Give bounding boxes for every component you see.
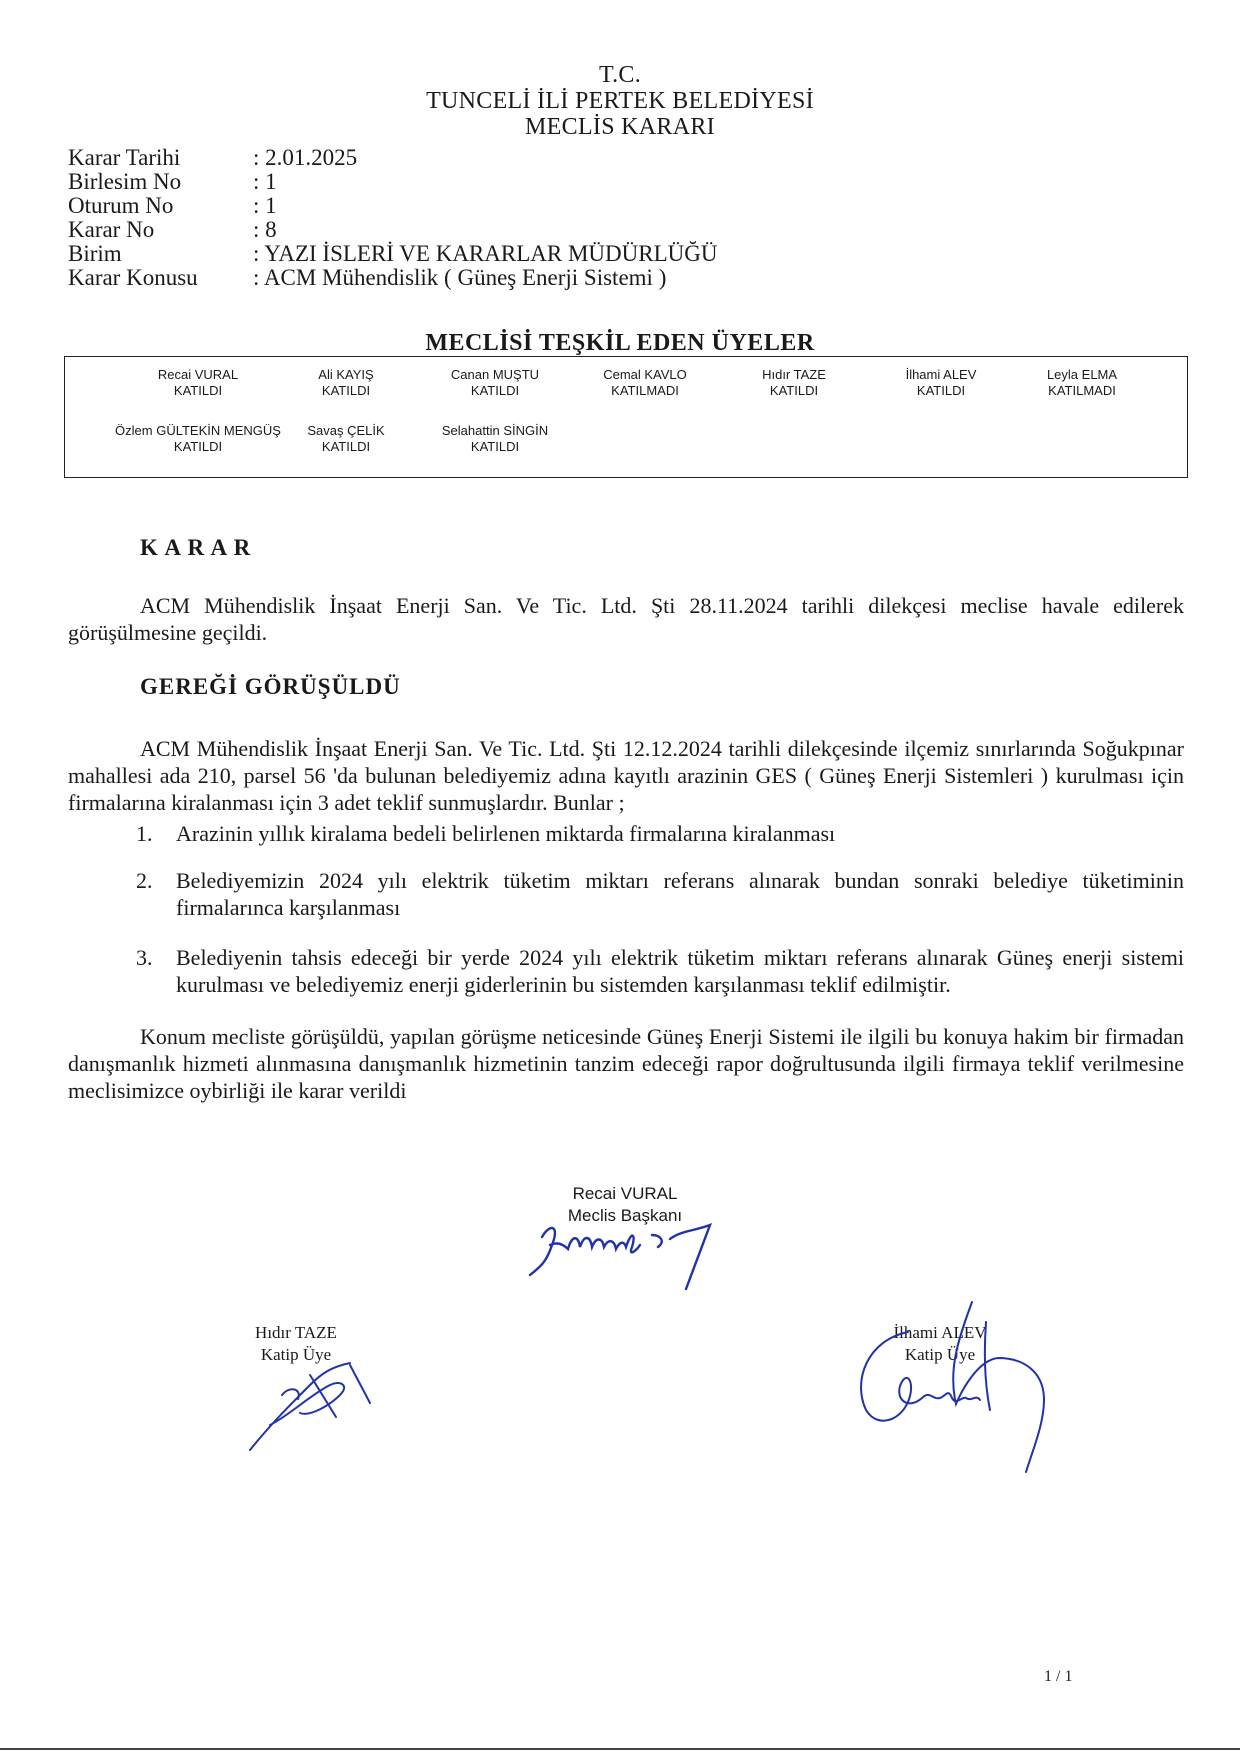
meta-value: : 2.01.2025 <box>253 145 358 170</box>
meta-row-session <box>68 170 717 194</box>
member-status: KATILDI <box>321 439 371 454</box>
conclusion-paragraph: Konum mecliste görüşüldü, yapılan görüşme neticesinde Güneş Enerji Sistemi ile ilgili bu konuya hakim bir firmadan danışmanlık hizmeti alınmasına danışmanlık hizmetinin tanzim edeceği rapor doğrultusunda ilgili firmaya teklif verilmesine meclisimizce oybirliği ile karar verildi <box>68 1024 1184 1103</box>
bottom-border <box>0 1748 1240 1750</box>
meta-value: : 8 <box>253 217 277 242</box>
list-text: Belediyemizin 2024 yılı elektrik tüketim miktarı referans alınarak bundan sonraki belediye tüketiminin firmalarınca karşılanması <box>176 868 1184 920</box>
member-cell <box>570 367 720 399</box>
member-name: İlhami ALEV <box>905 367 977 382</box>
meta-value: : YAZI İSLERİ VE KARARLAR MÜDÜRLÜĞÜ <box>253 241 718 266</box>
karar-heading: K A R A R <box>140 535 252 560</box>
member-status: KATILDI <box>321 383 371 398</box>
list-item <box>136 944 1184 998</box>
header-decision-type: MECLİS KARARI <box>525 114 715 140</box>
list-number: 3. <box>136 945 153 970</box>
document-header <box>0 62 1240 140</box>
member-name: Savaş ÇELİK <box>307 423 385 438</box>
clerk1-signature <box>240 1355 380 1455</box>
list-text: Belediyenin tahsis edeceği bir yerde 2024 yılı elektrik tüketim miktarı referans alınarak Güneş enerji sistemi kurulması ve belediyemiz enerji giderlerinin bu sistemden karşılanması teklif edilmiştir. <box>176 945 1184 997</box>
page-number: 1 / 1 <box>1044 1668 1073 1685</box>
member-cell <box>719 367 869 399</box>
signatory-role: Katip Üye <box>904 1345 976 1364</box>
meta-value: : 1 <box>253 193 277 218</box>
geregi-paragraph: ACM Mühendislik İnşaat Enerji San. Ve Tic. Ltd. Şti 12.12.2024 tarihli dilekçesinde ilçemiz sınırlarında Soğukpınar mahallesi ada 210, parsel 56 'da bulunan belediyemiz adına kayıtlı arazinin GES ( Güneş Enerji Sistemleri ) kurulması için firmalarına kiralanması için 3 adet teklif sunmuşlardır. Bunlar ; <box>68 736 1184 815</box>
meta-row-date <box>68 146 717 170</box>
meta-row-decision-no <box>68 218 717 242</box>
member-cell <box>271 423 421 455</box>
member-cell <box>1007 367 1157 399</box>
signatory-name: İlhami ALEV <box>893 1323 987 1342</box>
meta-label: Oturum No <box>68 193 174 218</box>
meta-row-sitting <box>68 194 717 218</box>
meta-label: Karar No <box>68 217 155 242</box>
meta-row-subject <box>68 266 717 290</box>
list-item <box>136 820 1184 847</box>
member-name: Leyla ELMA <box>1046 367 1118 382</box>
signatory-role: Meclis Başkanı <box>567 1206 683 1225</box>
signatory-role: Katip Üye <box>260 1345 332 1364</box>
list-number: 2. <box>136 868 153 893</box>
decision-metadata <box>68 146 717 290</box>
member-status: KATILDI <box>916 383 966 398</box>
member-cell <box>420 423 570 455</box>
meta-value: : 1 <box>253 169 277 194</box>
member-status: KATILDI <box>173 439 223 454</box>
member-status: KATILDI <box>470 383 520 398</box>
member-name: Özlem GÜLTEKİN MENGÜŞ <box>115 423 281 438</box>
karar-paragraph: ACM Mühendislik İnşaat Enerji San. Ve Tic. Ltd. Şti 28.11.2024 tarihli dilekçesi meclise havale edilerek görüşülmesine geçildi. <box>68 593 1184 645</box>
meta-label: Birlesim No <box>68 169 182 194</box>
list-item <box>136 867 1184 921</box>
member-status: KATILMADI <box>1048 383 1116 398</box>
header-municipality: TUNCELİ İLİ PERTEK BELEDİYESİ <box>426 88 814 114</box>
member-name: Selahattin SİNGİN <box>441 423 549 438</box>
geregi-heading: GEREĞİ GÖRÜŞÜLDÜ <box>140 674 401 699</box>
members-table <box>64 356 1188 478</box>
members-title: MECLİSİ TEŞKİL EDEN ÜYELER <box>425 330 815 356</box>
president-signature <box>520 1205 800 1295</box>
list-number: 1. <box>136 821 153 846</box>
meta-label: Karar Konusu <box>68 265 198 290</box>
member-name: Canan MUŞTU <box>450 367 540 382</box>
header-tc: T.C. <box>598 62 642 88</box>
member-cell <box>420 367 570 399</box>
meta-value: : ACM Mühendislik ( Güneş Enerji Sistemi ) <box>253 265 667 290</box>
member-cell <box>123 367 273 399</box>
meta-row-unit <box>68 242 717 266</box>
member-status: KATILDI <box>173 383 223 398</box>
member-status: KATILDI <box>769 383 819 398</box>
member-status: KATILDI <box>470 439 520 454</box>
member-cell <box>866 367 1016 399</box>
meta-label: Birim <box>68 241 122 266</box>
member-name: Cemal KAVLO <box>603 367 687 382</box>
member-cell <box>113 423 283 455</box>
member-name: Ali KAYIŞ <box>318 367 374 382</box>
member-status: KATILMADI <box>611 383 679 398</box>
signatory-name: Recai VURAL <box>572 1184 678 1203</box>
signatory-name: Hıdır TAZE <box>255 1323 337 1342</box>
clerk2-signature <box>848 1300 1058 1475</box>
member-cell <box>271 367 421 399</box>
member-name: Recai VURAL <box>157 367 239 382</box>
list-text: Arazinin yıllık kiralama bedeli belirlenen miktarda firmalarına kiralanması <box>176 821 836 846</box>
meta-label: Karar Tarihi <box>68 145 181 170</box>
member-name: Hıdır TAZE <box>762 367 826 382</box>
